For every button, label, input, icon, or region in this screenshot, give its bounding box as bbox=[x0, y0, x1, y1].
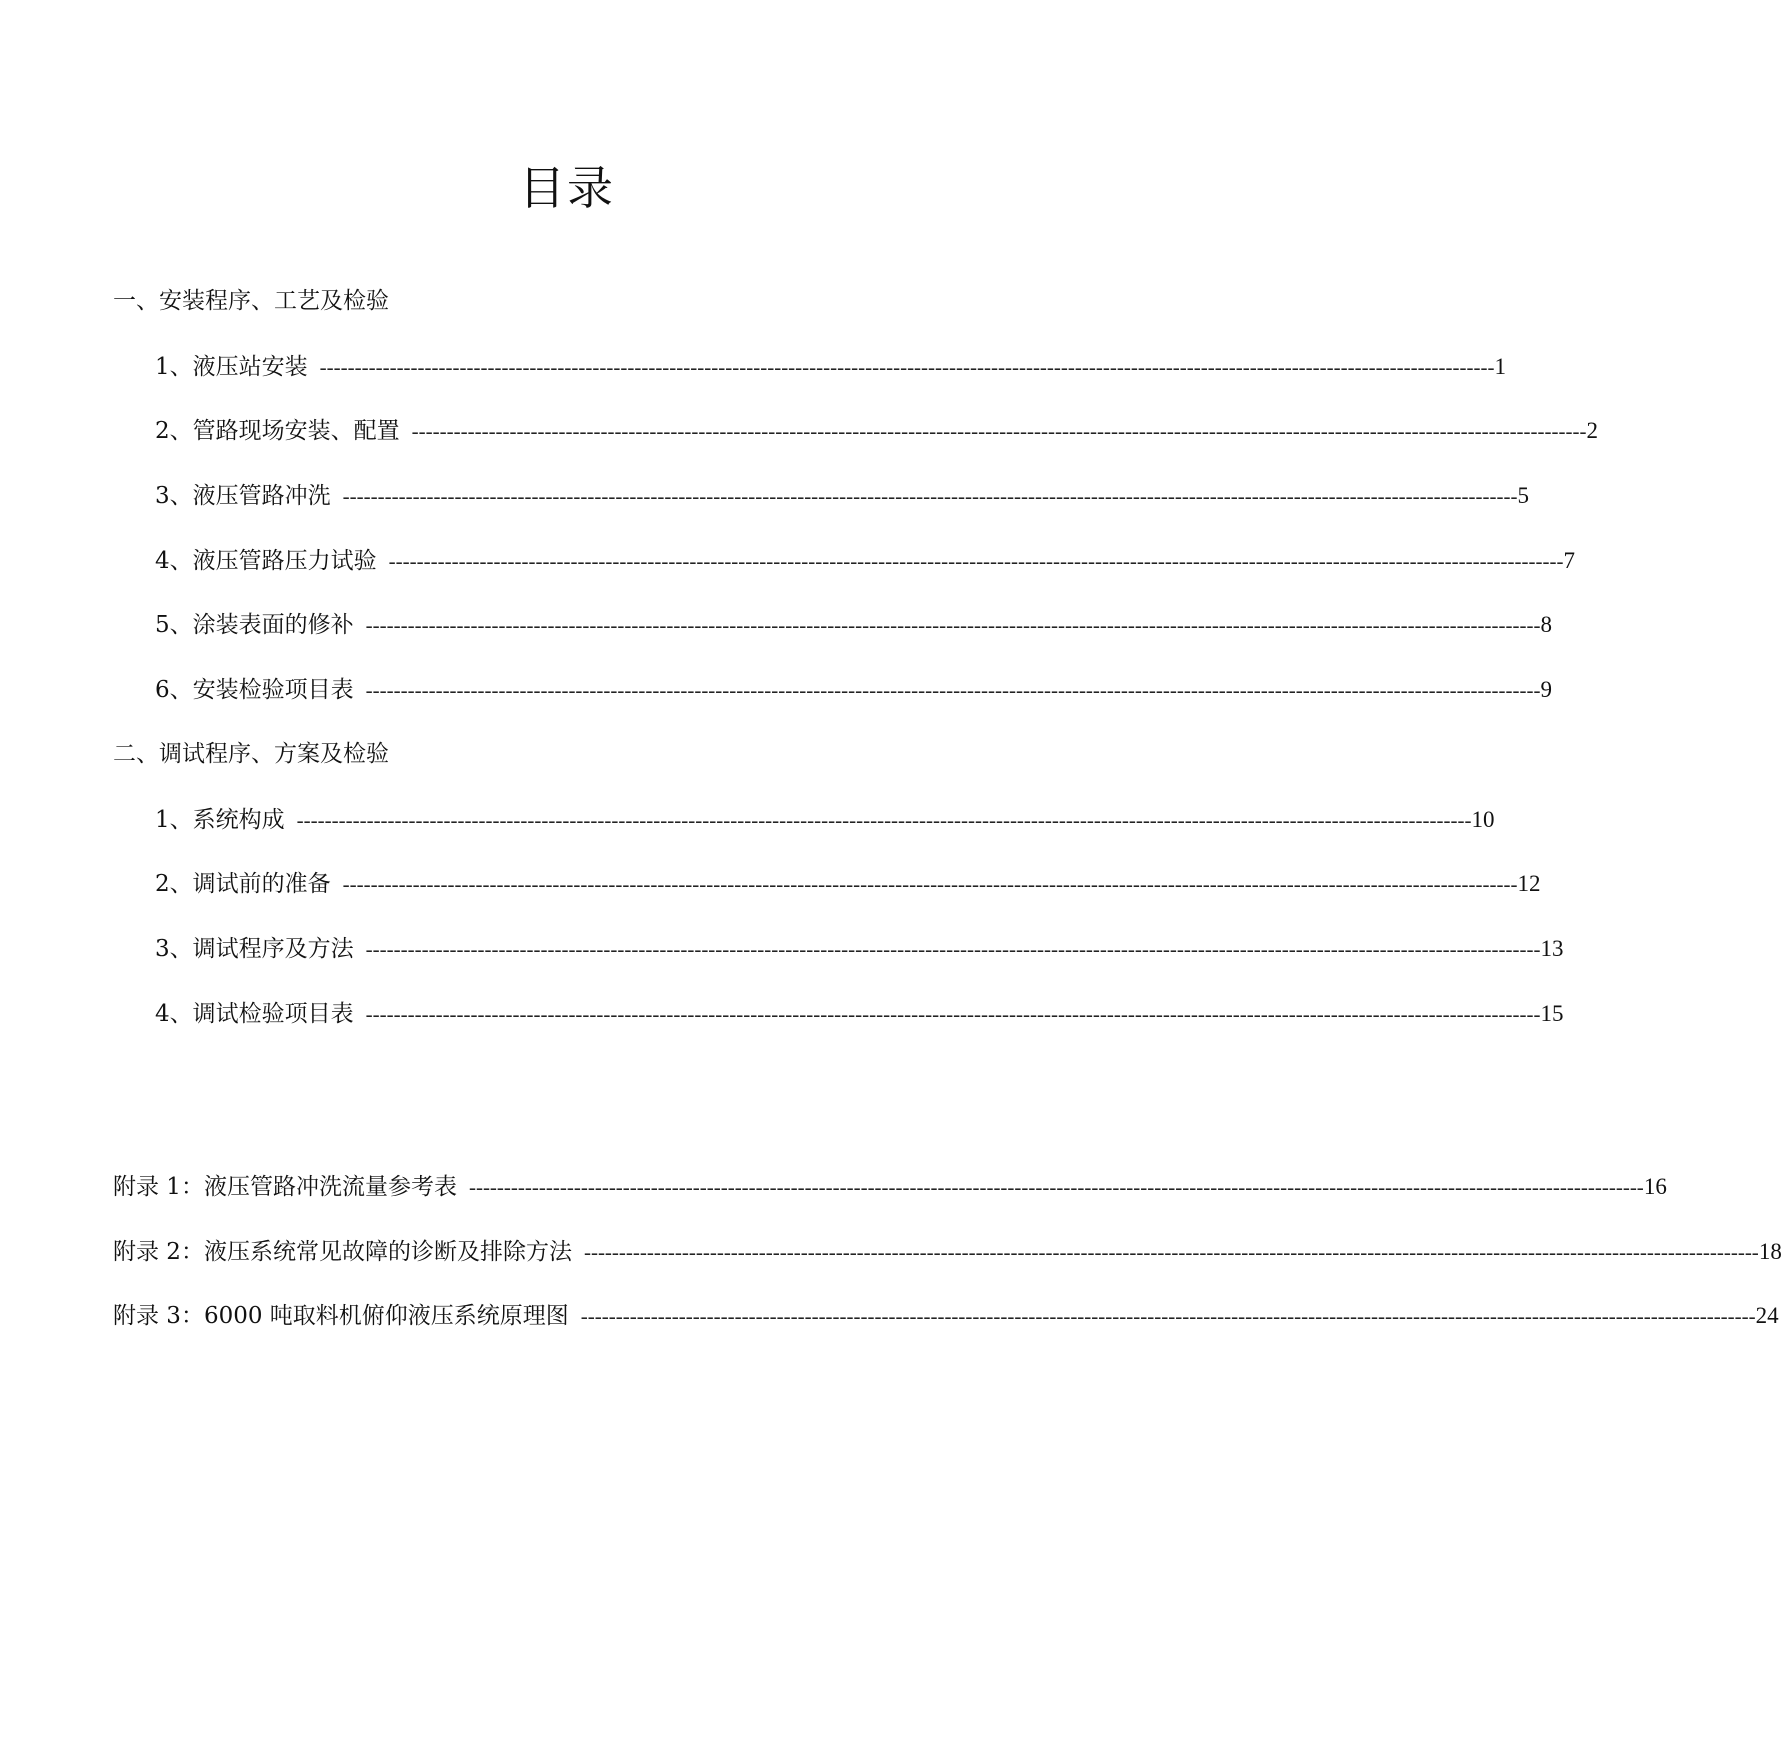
toc-page-number: 7 bbox=[1563, 548, 1575, 573]
toc-entry[interactable] bbox=[155, 548, 1575, 574]
toc-appendix-entry[interactable] bbox=[113, 1303, 1779, 1329]
toc-leader: ------------------------------------------------------------------------------------------------------------------------------------------------------------------------ bbox=[319, 355, 1495, 379]
toc-entry-label: 5、涂装表面的修补 bbox=[155, 612, 354, 638]
toc-leader: ------------------------------------------------------------------------------------------------------------------------------------------------------------------------ bbox=[296, 808, 1472, 832]
toc-section-heading: 二、调试程序、方案及检验 bbox=[113, 741, 389, 767]
toc-page-number: 8 bbox=[1540, 612, 1552, 637]
toc-appendix-entry[interactable] bbox=[113, 1239, 1782, 1265]
toc-entry[interactable] bbox=[155, 612, 1552, 638]
toc-leader: ------------------------------------------------------------------------------------------------------------------------------------------------------------------------ bbox=[365, 678, 1541, 702]
toc-leader: ------------------------------------------------------------------------------------------------------------------------------------------------------------------------ bbox=[365, 613, 1541, 637]
toc-entry-label: 附录 1：液压管路冲洗流量参考表 bbox=[113, 1174, 457, 1200]
toc-page-number: 2 bbox=[1586, 418, 1598, 443]
toc-page-number: 15 bbox=[1540, 1001, 1564, 1026]
toc-leader: ------------------------------------------------------------------------------------------------------------------------------------------------------------------------ bbox=[365, 1002, 1541, 1026]
toc-entry-label: 1、液压站安装 bbox=[155, 354, 308, 380]
toc-leader: ------------------------------------------------------------------------------------------------------------------------------------------------------------------------ bbox=[365, 937, 1541, 961]
toc-entry-label: 附录 2：液压系统常见故障的诊断及排除方法 bbox=[113, 1239, 572, 1265]
toc-leader: ------------------------------------------------------------------------------------------------------------------------------------------------------------------------ bbox=[468, 1175, 1644, 1199]
toc-entry-label: 2、管路现场安装、配置 bbox=[155, 418, 400, 444]
toc-leader: ------------------------------------------------------------------------------------------------------------------------------------------------------------------------ bbox=[388, 549, 1564, 573]
toc-page-number: 12 bbox=[1517, 871, 1541, 896]
toc-page-number: 1 bbox=[1494, 354, 1506, 379]
toc-entry-label: 6、安装检验项目表 bbox=[155, 677, 354, 703]
toc-entry-label: 1、系统构成 bbox=[155, 807, 285, 833]
toc-page-number: 13 bbox=[1540, 936, 1564, 961]
toc-entry-label: 3、调试程序及方法 bbox=[155, 936, 354, 962]
toc-leader: ------------------------------------------------------------------------------------------------------------------------------------------------------------------------ bbox=[342, 872, 1518, 896]
toc-entry[interactable] bbox=[155, 354, 1506, 380]
toc-appendix-entry[interactable] bbox=[113, 1174, 1667, 1200]
toc-entry-label: 4、调试检验项目表 bbox=[155, 1001, 354, 1027]
toc-leader: ------------------------------------------------------------------------------------------------------------------------------------------------------------------------ bbox=[583, 1240, 1759, 1264]
toc-entry-label: 4、液压管路压力试验 bbox=[155, 548, 377, 574]
toc-entry-label: 3、液压管路冲洗 bbox=[155, 483, 331, 509]
toc-entry-label: 2、调试前的准备 bbox=[155, 871, 331, 897]
toc-page-number: 10 bbox=[1471, 807, 1495, 832]
toc-entry[interactable] bbox=[155, 936, 1564, 962]
toc-page-number: 5 bbox=[1517, 483, 1529, 508]
toc-page-number: 18 bbox=[1758, 1239, 1782, 1264]
toc-entry[interactable] bbox=[155, 1001, 1564, 1027]
toc-entry[interactable] bbox=[155, 418, 1598, 444]
toc-leader: ------------------------------------------------------------------------------------------------------------------------------------------------------------------------ bbox=[411, 419, 1587, 443]
toc-page-number: 24 bbox=[1755, 1303, 1779, 1328]
toc-entry[interactable] bbox=[155, 677, 1552, 703]
toc-entry[interactable] bbox=[155, 807, 1495, 833]
toc-leader: ------------------------------------------------------------------------------------------------------------------------------------------------------------------------ bbox=[342, 484, 1518, 508]
toc-section-heading: 一、安装程序、工艺及检验 bbox=[113, 288, 389, 314]
toc-entry[interactable] bbox=[155, 483, 1529, 509]
toc-leader: ------------------------------------------------------------------------------------------------------------------------------------------------------------------------ bbox=[580, 1304, 1756, 1328]
toc-page-number: 9 bbox=[1540, 677, 1552, 702]
page-title: 目录 bbox=[519, 161, 615, 215]
toc-entry[interactable] bbox=[155, 871, 1541, 897]
toc-entry-label: 附录 3：6000 吨取料机俯仰液压系统原理图 bbox=[113, 1303, 569, 1329]
toc-page-number: 16 bbox=[1643, 1174, 1667, 1199]
